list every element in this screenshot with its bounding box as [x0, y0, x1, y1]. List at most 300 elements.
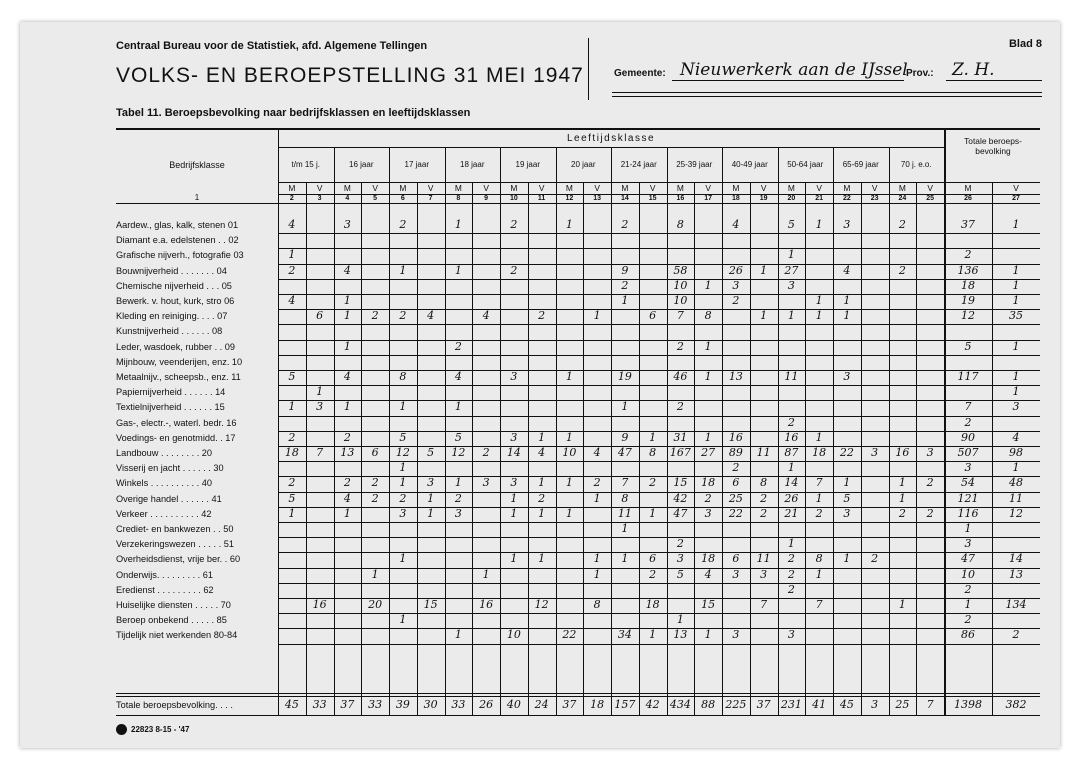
table-cell: 1 [815, 430, 823, 444]
table-cell: 1 [565, 430, 573, 444]
table-cell: 2 [343, 430, 351, 444]
header-divider [588, 38, 589, 100]
table-cell: 1 [482, 567, 490, 581]
age-class-header: 40-49 jaar [731, 160, 768, 169]
table-cell: 10 [673, 294, 688, 307]
table-cell: 2 [898, 506, 906, 520]
label-column-border [278, 128, 279, 715]
row-rule [278, 248, 1040, 249]
table-cell: 8 [649, 446, 657, 459]
table-cell: 1 [704, 430, 712, 444]
table-cell: 19 [617, 370, 632, 383]
table-cell: 12 [451, 446, 466, 459]
table-cell: 2 [482, 446, 490, 459]
totals-cell: 33 [312, 698, 327, 711]
sex-label: M [399, 183, 407, 193]
table-cell: 1 [649, 628, 657, 642]
totals-bottom-rule [116, 715, 1040, 716]
table-cell: 1 [593, 552, 601, 566]
table-cell: 5 [964, 339, 972, 353]
table-cell: 13 [728, 370, 743, 383]
table-cell: 1 [815, 491, 823, 505]
table-cell: 1 [704, 339, 712, 353]
row-label: Verkeer . . . . . . . . . . 42 [116, 508, 212, 519]
column-number: 18 [731, 195, 740, 202]
row-label: Textielnijverheid . . . . . . 15 [116, 402, 225, 413]
table-cell: 47 [617, 446, 632, 459]
table-cell: 1 [1012, 385, 1020, 399]
table-cell: 1 [316, 385, 324, 399]
table-cell: 5 [288, 491, 296, 505]
row-label: Gas-, electr.-, waterl. bedr. 16 [116, 417, 237, 428]
table-cell: 5 [787, 218, 795, 231]
table-cell: 18 [701, 552, 716, 566]
table-cell: 1 [964, 522, 972, 535]
table-cell: 3 [843, 506, 851, 520]
totals-cell: 33 [451, 698, 466, 711]
table-cell: 1 [1012, 278, 1020, 292]
sex-label: M [510, 183, 518, 193]
table-cell: 54 [961, 476, 975, 490]
table-cell: 1 [538, 430, 546, 444]
table-cell: 7 [815, 598, 823, 611]
table-cell: 1 [454, 218, 462, 231]
column-number: 4 [345, 195, 350, 202]
table-cell: 37 [961, 218, 975, 231]
table-cell: 2 [926, 506, 934, 520]
table-cell: 1 [343, 506, 351, 520]
table-cell: 2 [593, 476, 601, 490]
table-cell: 3 [510, 430, 518, 444]
table-cell: 1 [565, 218, 573, 231]
province-label: Prov.: [906, 68, 934, 79]
row-label: Bewerk. v. hout, kurk, stro 06 [116, 296, 235, 306]
table-cell: 35 [1009, 309, 1023, 323]
age-class-header: 20 jaar [571, 160, 596, 169]
age-class-header: 65-69 jaar [842, 160, 879, 169]
table-cell: 22 [728, 506, 743, 520]
table-cell: 16 [479, 598, 494, 611]
row-label: Onderwijs. . . . . . . . . 61 [116, 569, 214, 580]
row-label: Landbouw . . . . . . . . 20 [116, 448, 213, 458]
sex-label: M [621, 183, 629, 193]
header-rule-2 [612, 96, 1042, 97]
table-cell: 5 [427, 446, 435, 459]
table-cell: 1 [964, 598, 972, 611]
table-cell: 12 [961, 309, 975, 323]
table-cell: 1 [843, 476, 851, 490]
table-cell: 3 [676, 552, 684, 566]
table-cell: 2 [538, 309, 546, 323]
table-cell: 1 [538, 506, 546, 520]
table-cell: 2 [371, 476, 379, 490]
header-bottom-rule [116, 203, 1040, 204]
table-cell: 136 [957, 263, 979, 277]
column-number: 13 [593, 195, 602, 202]
table-cell: 4 [593, 446, 601, 459]
table-cell: 47 [673, 506, 688, 520]
row-label: Kunstnijverheid . . . . . . 08 [116, 326, 223, 337]
sex-label: M [732, 183, 740, 193]
totals-cell: 25 [895, 698, 910, 711]
table-cell: 11 [756, 446, 771, 459]
table-cell: 1 [343, 400, 351, 414]
column-number: 2 [289, 195, 294, 202]
print-code: 22823 8-15 - '47 [131, 725, 190, 734]
table-cell: 1 [898, 491, 906, 505]
table-cell: 1 [815, 567, 823, 581]
province-value: Z. H. [952, 60, 995, 80]
table-cell: 5 [288, 370, 296, 383]
table-cell: 4 [704, 567, 712, 581]
table-cell: 1 [343, 309, 351, 323]
table-cell: 1 [399, 400, 407, 414]
row-label: Beroep onbekend . . . . . 85 [116, 615, 227, 626]
table-cell: 1 [399, 552, 407, 566]
row-label: Bouwnijverheid . . . . . . . 04 [116, 265, 227, 276]
row-label: Papiernijverheid . . . . . . 14 [116, 387, 226, 398]
table-cell: 3 [732, 567, 740, 581]
row-label: Overheidsdienst, vrije ber. . 60 [116, 554, 241, 565]
table-cell: 1 [565, 506, 573, 520]
table-cell: 1 [1012, 294, 1020, 307]
table-cell: 8 [676, 218, 684, 231]
table-cell: 1 [649, 430, 657, 444]
age-class-header: 25-39 jaar [676, 160, 713, 169]
row-label: Chemische nijverheid . . . 05 [116, 280, 232, 291]
table-cell: 1 [1012, 218, 1020, 231]
table-cell: 10 [562, 446, 577, 459]
table-cell: 6 [649, 552, 657, 566]
sex-label: V [483, 183, 489, 193]
table-cell: 167 [669, 446, 691, 459]
row-rule [278, 583, 1040, 584]
table-cell: 13 [1009, 567, 1023, 581]
column-divider [889, 147, 890, 715]
column-number: 21 [815, 195, 824, 202]
row-rule [278, 416, 1040, 417]
table-cell: 3 [343, 218, 351, 231]
table-cell: 3 [843, 370, 851, 383]
table-cell: 2 [621, 278, 629, 292]
table-cell: 1 [621, 522, 629, 535]
table-cell: 2 [676, 400, 684, 414]
table-cell: 18 [812, 446, 827, 459]
totals-cell: 26 [479, 698, 494, 711]
table-cell: 3 [1012, 400, 1020, 414]
table-cell: 19 [961, 294, 975, 307]
table-cell: 12 [1009, 506, 1023, 520]
age-class-header: t/m 15 j. [291, 160, 320, 169]
table-cell: 1 [288, 400, 296, 414]
table-cell: 2 [964, 613, 972, 627]
table-cell: 1 [621, 294, 629, 307]
table-cell: 87 [784, 446, 799, 459]
form-title: VOLKS- EN BEROEPSTELLING 31 MEI 1947 [116, 64, 584, 87]
sex-label: V [649, 183, 656, 193]
table-cell: 1 [371, 567, 379, 581]
table-cell: 121 [957, 491, 979, 505]
column-number: 10 [509, 195, 518, 202]
table-cell: 1 [427, 506, 435, 520]
table-cell: 3 [427, 476, 435, 490]
table-cell: 2 [399, 491, 407, 505]
table-cell: 1 [787, 537, 795, 551]
table-cell: 25 [728, 491, 743, 505]
table-cell: 1 [565, 476, 573, 490]
table-cell: 1 [510, 491, 518, 505]
gemeente-value: Nieuwerkerk aan de IJssel [680, 60, 908, 80]
table-cell: 22 [839, 446, 854, 459]
table-cell: 13 [340, 446, 355, 459]
gemeente-underline [672, 80, 904, 81]
table-cell: 20 [368, 598, 383, 611]
table-cell: 98 [1009, 446, 1023, 459]
row-label: Voedings- en genotmidd. . 17 [116, 432, 236, 443]
table-cell: 3 [316, 400, 324, 414]
table-cell: 5 [843, 491, 851, 505]
table-cell: 4 [427, 309, 435, 323]
table-cell: 7 [964, 400, 972, 414]
table-cell: 2 [964, 582, 972, 596]
totals-cell: 3 [871, 698, 879, 711]
column-number: 27 [1012, 195, 1020, 202]
row-rule [278, 355, 1040, 356]
table-cell: 2 [898, 263, 906, 277]
table-cell: 1 [343, 339, 351, 353]
sex-label: V [871, 183, 878, 193]
table-cell: 2 [898, 218, 906, 231]
table-cell: 2 [621, 218, 629, 231]
row-rule [278, 522, 1040, 523]
table-cell: 4 [343, 491, 351, 505]
table-cell: 3 [732, 278, 740, 292]
table-cell: 2 [288, 263, 296, 277]
sex-label: V [372, 183, 378, 193]
table-cell: 3 [964, 461, 972, 475]
table-cell: 2 [732, 461, 740, 475]
gemeente-label: Gemeente: [614, 68, 666, 79]
table-cell: 15 [673, 476, 688, 490]
row-label: Leder, wasdoek, rubber . . 09 [116, 341, 236, 352]
table-cell: 4 [1012, 430, 1020, 444]
table-cell: 2 [510, 263, 518, 277]
table-cell: 1 [538, 476, 546, 490]
table-cell: 1 [649, 506, 657, 520]
table-cell: 89 [728, 446, 743, 459]
column-number: 17 [704, 195, 713, 202]
row-rule [278, 340, 1040, 341]
table-cell: 3 [787, 278, 795, 292]
totals-cell: 39 [395, 698, 410, 711]
sex-label: V [316, 183, 323, 193]
table-cell: 26 [728, 263, 743, 277]
age-class-header: 18 jaar [460, 160, 485, 169]
table-cell: 1 [593, 567, 601, 581]
table-cell: 1 [538, 552, 546, 566]
table-cell: 14 [1009, 552, 1023, 566]
column-number: 3 [317, 195, 322, 202]
sex-label: M [288, 183, 296, 193]
totals-cell: 42 [645, 698, 660, 711]
table-cell: 2 [815, 506, 823, 520]
table-cell: 12 [395, 446, 410, 459]
table-cell: 2 [454, 491, 462, 505]
table-cell: 8 [593, 598, 601, 611]
sex-label: V [594, 183, 600, 193]
totals-cell: 37 [562, 698, 577, 711]
table-cell: 21 [784, 506, 799, 520]
total-header: Totale beroeps- bevolking [964, 136, 1022, 156]
table-cell: 1 [843, 552, 851, 566]
row-label: Kleding en reiniging. . . . 07 [116, 311, 228, 322]
row-label: Huiselijke diensten . . . . . 70 [116, 600, 231, 610]
row-label: Tijdelijk niet werkenden 80-84 [116, 630, 238, 641]
totals-cell: 434 [669, 698, 691, 711]
table-cell: 6 [371, 446, 379, 459]
table-cell: 34 [617, 628, 632, 642]
sex-label: V [760, 183, 767, 193]
table-title: Tabel 11. Beroepsbevolking naar bedrijfsklassen en leeftijdsklassen [116, 107, 471, 119]
row-header: Bedrijfsklasse [169, 160, 225, 170]
table-top-rule [116, 128, 1040, 130]
row-label: Grafische nijverh., fotografie 03 [116, 250, 244, 261]
table-cell: 2 [399, 218, 407, 231]
table-cell: 6 [316, 309, 324, 323]
totals-cell: 24 [534, 698, 549, 711]
table-cell: 11 [756, 552, 771, 566]
table-cell: 10 [506, 628, 521, 642]
table-cell: 1 [510, 506, 518, 520]
table-cell: 14 [784, 476, 799, 490]
table-cell: 1 [510, 552, 518, 566]
table-cell: 117 [957, 370, 979, 383]
table-cell: 3 [399, 506, 407, 520]
table-cell: 6 [732, 552, 740, 566]
sex-label: M [343, 183, 351, 193]
age-class-header: 16 jaar [349, 160, 374, 169]
table-cell: 3 [510, 370, 518, 383]
table-cell: 1 [1012, 339, 1020, 353]
table-cell: 18 [701, 476, 716, 490]
column-number: 23 [870, 195, 879, 202]
column-number: 6 [400, 195, 405, 202]
sex-label: M [964, 183, 972, 193]
table-cell: 1 [399, 263, 407, 277]
table-cell: 16 [895, 446, 910, 459]
row-rule [278, 294, 1040, 295]
sex-label: M [676, 183, 684, 193]
sex-label: V [816, 183, 822, 193]
table-cell: 1 [704, 370, 712, 383]
table-cell: 7 [316, 446, 324, 459]
row-label: Aardew., glas, kalk, stenen 01 [116, 220, 239, 230]
table-cell: 16 [784, 430, 799, 444]
table-cell: 7 [815, 476, 823, 490]
table-cell: 42 [673, 491, 688, 505]
table-cell: 1 [399, 613, 407, 627]
table-cell: 1 [815, 294, 823, 307]
province-underline [946, 80, 1042, 81]
table-cell: 2 [787, 567, 795, 581]
table-cell: 2 [288, 430, 296, 444]
table-cell: 12 [534, 598, 549, 611]
header-rule [612, 92, 1042, 93]
table-cell: 134 [1005, 598, 1027, 611]
table-cell: 31 [673, 430, 688, 444]
column-number: 7 [428, 195, 433, 202]
row-label: Metaalnijv., scheepsb., enz. 11 [116, 372, 241, 382]
row-rule [278, 644, 1040, 645]
table-cell: 27 [784, 263, 799, 277]
table-cell: 26 [784, 491, 799, 505]
totals-cell: 157 [614, 698, 636, 711]
table-cell: 2 [760, 491, 768, 505]
table-cell: 15 [701, 598, 716, 611]
age-class-header: 19 jaar [515, 160, 540, 169]
table-cell: 3 [843, 218, 851, 231]
table-cell: 90 [961, 430, 975, 444]
totals-cell: 382 [1005, 698, 1027, 711]
column-number: 8 [456, 195, 461, 202]
table-cell: 1 [399, 461, 407, 475]
table-cell: 3 [760, 567, 768, 581]
table-cell: 4 [843, 263, 851, 277]
totals-cell: 33 [368, 698, 383, 711]
table-cell: 1 [843, 309, 851, 323]
column-number: 11 [537, 195, 546, 202]
table-cell: 9 [621, 430, 629, 444]
column-number: 24 [898, 195, 907, 202]
totals-cell: 30 [423, 698, 438, 711]
table-cell: 1 [454, 628, 462, 642]
table-cell: 2 [676, 537, 684, 551]
table-cell: 7 [676, 309, 684, 323]
table-cell: 1 [593, 491, 601, 505]
totals-cell: 37 [756, 698, 771, 711]
totals-top-rule-2 [116, 696, 1040, 697]
table-cell: 2 [371, 491, 379, 505]
sex-label: M [565, 183, 573, 193]
age-class-header: 70 j. e.o. [900, 160, 932, 169]
sex-label: M [898, 183, 906, 193]
table-cell: 2 [1012, 628, 1020, 642]
table-cell: 3 [732, 628, 740, 642]
table-cell: 11 [617, 506, 632, 520]
table-cell: 4 [732, 218, 740, 231]
totals-cell: 45 [839, 698, 854, 711]
totals-cell: 225 [725, 698, 747, 711]
table-cell: 5 [676, 567, 684, 581]
sex-label: M [843, 183, 851, 193]
row-header-number: 1 [194, 193, 200, 202]
table-cell: 8 [760, 476, 768, 490]
table-cell: 1 [704, 278, 712, 292]
table-cell: 5 [399, 430, 407, 444]
table-cell: 1 [288, 506, 296, 520]
table-cell: 3 [510, 476, 518, 490]
column-number: 19 [759, 195, 768, 202]
table-cell: 1 [593, 309, 601, 323]
age-class-header: 50-64 jaar [787, 160, 824, 169]
table-cell: 8 [399, 370, 407, 383]
table-cell: 3 [704, 506, 712, 520]
table-cell: 2 [704, 491, 712, 505]
table-cell: 1 [427, 491, 435, 505]
table-cell: 1 [399, 476, 407, 490]
sheet-number: Blad 8 [1008, 38, 1042, 50]
totals-cell: 1398 [954, 698, 982, 711]
